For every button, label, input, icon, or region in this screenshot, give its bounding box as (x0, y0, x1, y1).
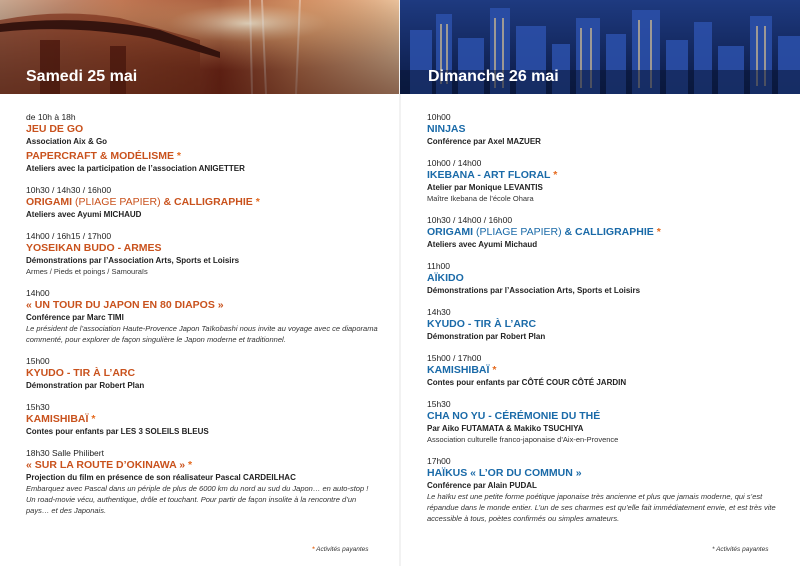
event-host: Conférence par Axel MAZUER (427, 137, 541, 146)
event-description: Le haïku est une petite forme poétique japonaise très ancienne et plus que jamais moderne, qui s’est répandue dans le monde entier. L’un de ses charmes est qu’elle fait immédiatement envie, et est très vite accessible à tous, poètes confirmés ou simples amateurs. (427, 492, 776, 523)
event-title: PAPERCRAFT & MODÉLISME * (26, 150, 181, 162)
event-host: Démonstration par Robert Plan (427, 332, 546, 341)
event-title: YOSEIKAN BUDO - ARMES (26, 242, 162, 254)
event-title: NINJAS (427, 123, 466, 135)
event-host: Projection du film en présence de son réalisateur Pascal CARDEILHAC (26, 473, 296, 482)
sunday-event-list (427, 112, 779, 535)
sunday-column (400, 0, 800, 566)
event-host: Ateliers avec Ayumi Michaud (427, 240, 538, 249)
event-kyudo (427, 307, 779, 342)
event-description: Association culturelle franco-japonaise d’Aix-en-Provence (427, 435, 619, 444)
event-description: Armes / Pieds et poings / Samouraïs (26, 267, 148, 276)
paid-activities-footnote: * Activités payantes (712, 546, 769, 553)
event-time: 14h00 / 16h15 / 17h00 (26, 231, 112, 241)
event-time: de 10h à 18h (26, 112, 76, 122)
event-host: Conférence par Alain PUDAL (427, 481, 537, 490)
paid-star-icon: * (188, 459, 193, 471)
paid-star-icon: * (255, 196, 260, 208)
event-host: Association Aix & Go (26, 137, 108, 146)
event-time: 11h00 (427, 261, 451, 271)
event-title: IKEBANA - ART FLORAL * (427, 169, 558, 181)
event-time: 17h00 (427, 456, 451, 466)
event-origami (26, 185, 378, 220)
event-host: Contes pour enfants par LES 3 SOLEILS BLEUS (26, 427, 209, 436)
event-host: Démonstrations par l’Association Arts, Sports et Loisirs (26, 256, 240, 265)
event-host: Ateliers avec Ayumi MICHAUD (26, 210, 142, 219)
event-description: Maître Ikebana de l’école Ohara (427, 194, 534, 203)
event-host: Ateliers avec la participation de l’association ANIGETTER (26, 164, 245, 173)
paid-star-icon: * (176, 150, 181, 162)
event-title: KYUDO - TIR À L’ARC (427, 318, 537, 330)
event-kamishibai (427, 353, 779, 388)
event-description: Embarquez avec Pascal dans un périple de plus de 6000 km du nord au sud du Japon… en auto-stop ! Un road-movie vécu, authentique, drôle et touchant. Pour partir de façon insolite à la rencontre d’un pays… et des Japonais. (26, 484, 369, 515)
event-host: Contes pour enfants par CÔTÉ COUR CÔTÉ JARDIN (427, 378, 627, 387)
saturday-event-list (26, 112, 378, 527)
event-time: 10h30 / 14h30 / 16h00 (26, 185, 112, 195)
event-title: « UN TOUR DU JAPON EN 80 DIAPOS » (26, 299, 224, 311)
sunday-banner-image (400, 0, 800, 94)
event-title: ORIGAMI (PLIAGE PAPIER) & CALLIGRAPHIE * (26, 196, 260, 208)
event-time: 10h00 / 14h00 (427, 158, 482, 168)
event-host: Démonstrations par l’Association Arts, Sports et Loisirs (427, 286, 641, 295)
event-time: 15h30 (427, 399, 451, 409)
event-description: Le président de l’association Haute-Provence Japon Taïkobashi nous invite au voyage avec ce diaporama commenté, pour explorer de façon singulière le Japon moderne et traditionnel. (26, 324, 378, 344)
paid-activities-footnote: * Activités payantes (312, 546, 369, 553)
event-tour-du-japon (26, 288, 378, 345)
saturday-banner-image (0, 0, 400, 94)
event-title: KAMISHIBAÏ * (427, 364, 497, 376)
event-title: JEU DE GO (26, 123, 84, 135)
event-time: 14h30 (427, 307, 451, 317)
event-time: 15h00 / 17h00 (427, 353, 482, 363)
event-kyudo (26, 356, 378, 391)
event-kamishibai (26, 402, 378, 437)
event-aikido (427, 261, 779, 296)
paid-star-icon: * (492, 364, 497, 376)
saturday-day-title: Samedi 25 mai (26, 68, 138, 85)
event-origami (427, 215, 779, 250)
event-ikebana (427, 158, 779, 204)
event-ninjas (427, 112, 779, 147)
event-cha-no-yu (427, 399, 779, 445)
event-title: CHA NO YU - CÉRÉMONIE DU THÉ (427, 410, 601, 422)
event-time: 10h00 (427, 112, 451, 122)
event-papercraft (26, 150, 378, 174)
event-title: ORIGAMI (PLIAGE PAPIER) & CALLIGRAPHIE * (427, 226, 661, 238)
event-title: AÏKIDO (427, 272, 464, 284)
paid-star-icon: * (91, 413, 96, 425)
event-time: 10h30 / 14h00 / 16h00 (427, 215, 513, 225)
paid-star-icon: * (656, 226, 661, 238)
event-host: Démonstration par Robert Plan (26, 381, 145, 390)
event-route-okinawa (26, 448, 378, 516)
event-time: 15h00 (26, 356, 50, 366)
event-haikus (427, 456, 779, 524)
event-yoseikan-budo (26, 231, 378, 277)
event-jeu-de-go (26, 112, 378, 147)
event-title: « SUR LA ROUTE D’OKINAWA » * (26, 459, 193, 471)
event-time: 14h00 (26, 288, 50, 298)
paid-star-icon: * (553, 169, 558, 181)
event-host: Conférence par Marc TIMI (26, 313, 124, 322)
event-time: 18h30 Salle Philibert (26, 448, 104, 458)
event-host: Par Aiko FUTAMATA & Makiko TSUCHIYA (427, 424, 584, 433)
event-time: 15h30 (26, 402, 50, 412)
event-title: HAÏKUS « L’OR DU COMMUN » (427, 467, 582, 479)
event-title: KAMISHIBAÏ * (26, 413, 96, 425)
event-host: Atelier par Monique LEVANTIS (427, 183, 543, 192)
sunday-day-title: Dimanche 26 mai (428, 68, 559, 85)
event-title: KYUDO - TIR À L’ARC (26, 367, 136, 379)
